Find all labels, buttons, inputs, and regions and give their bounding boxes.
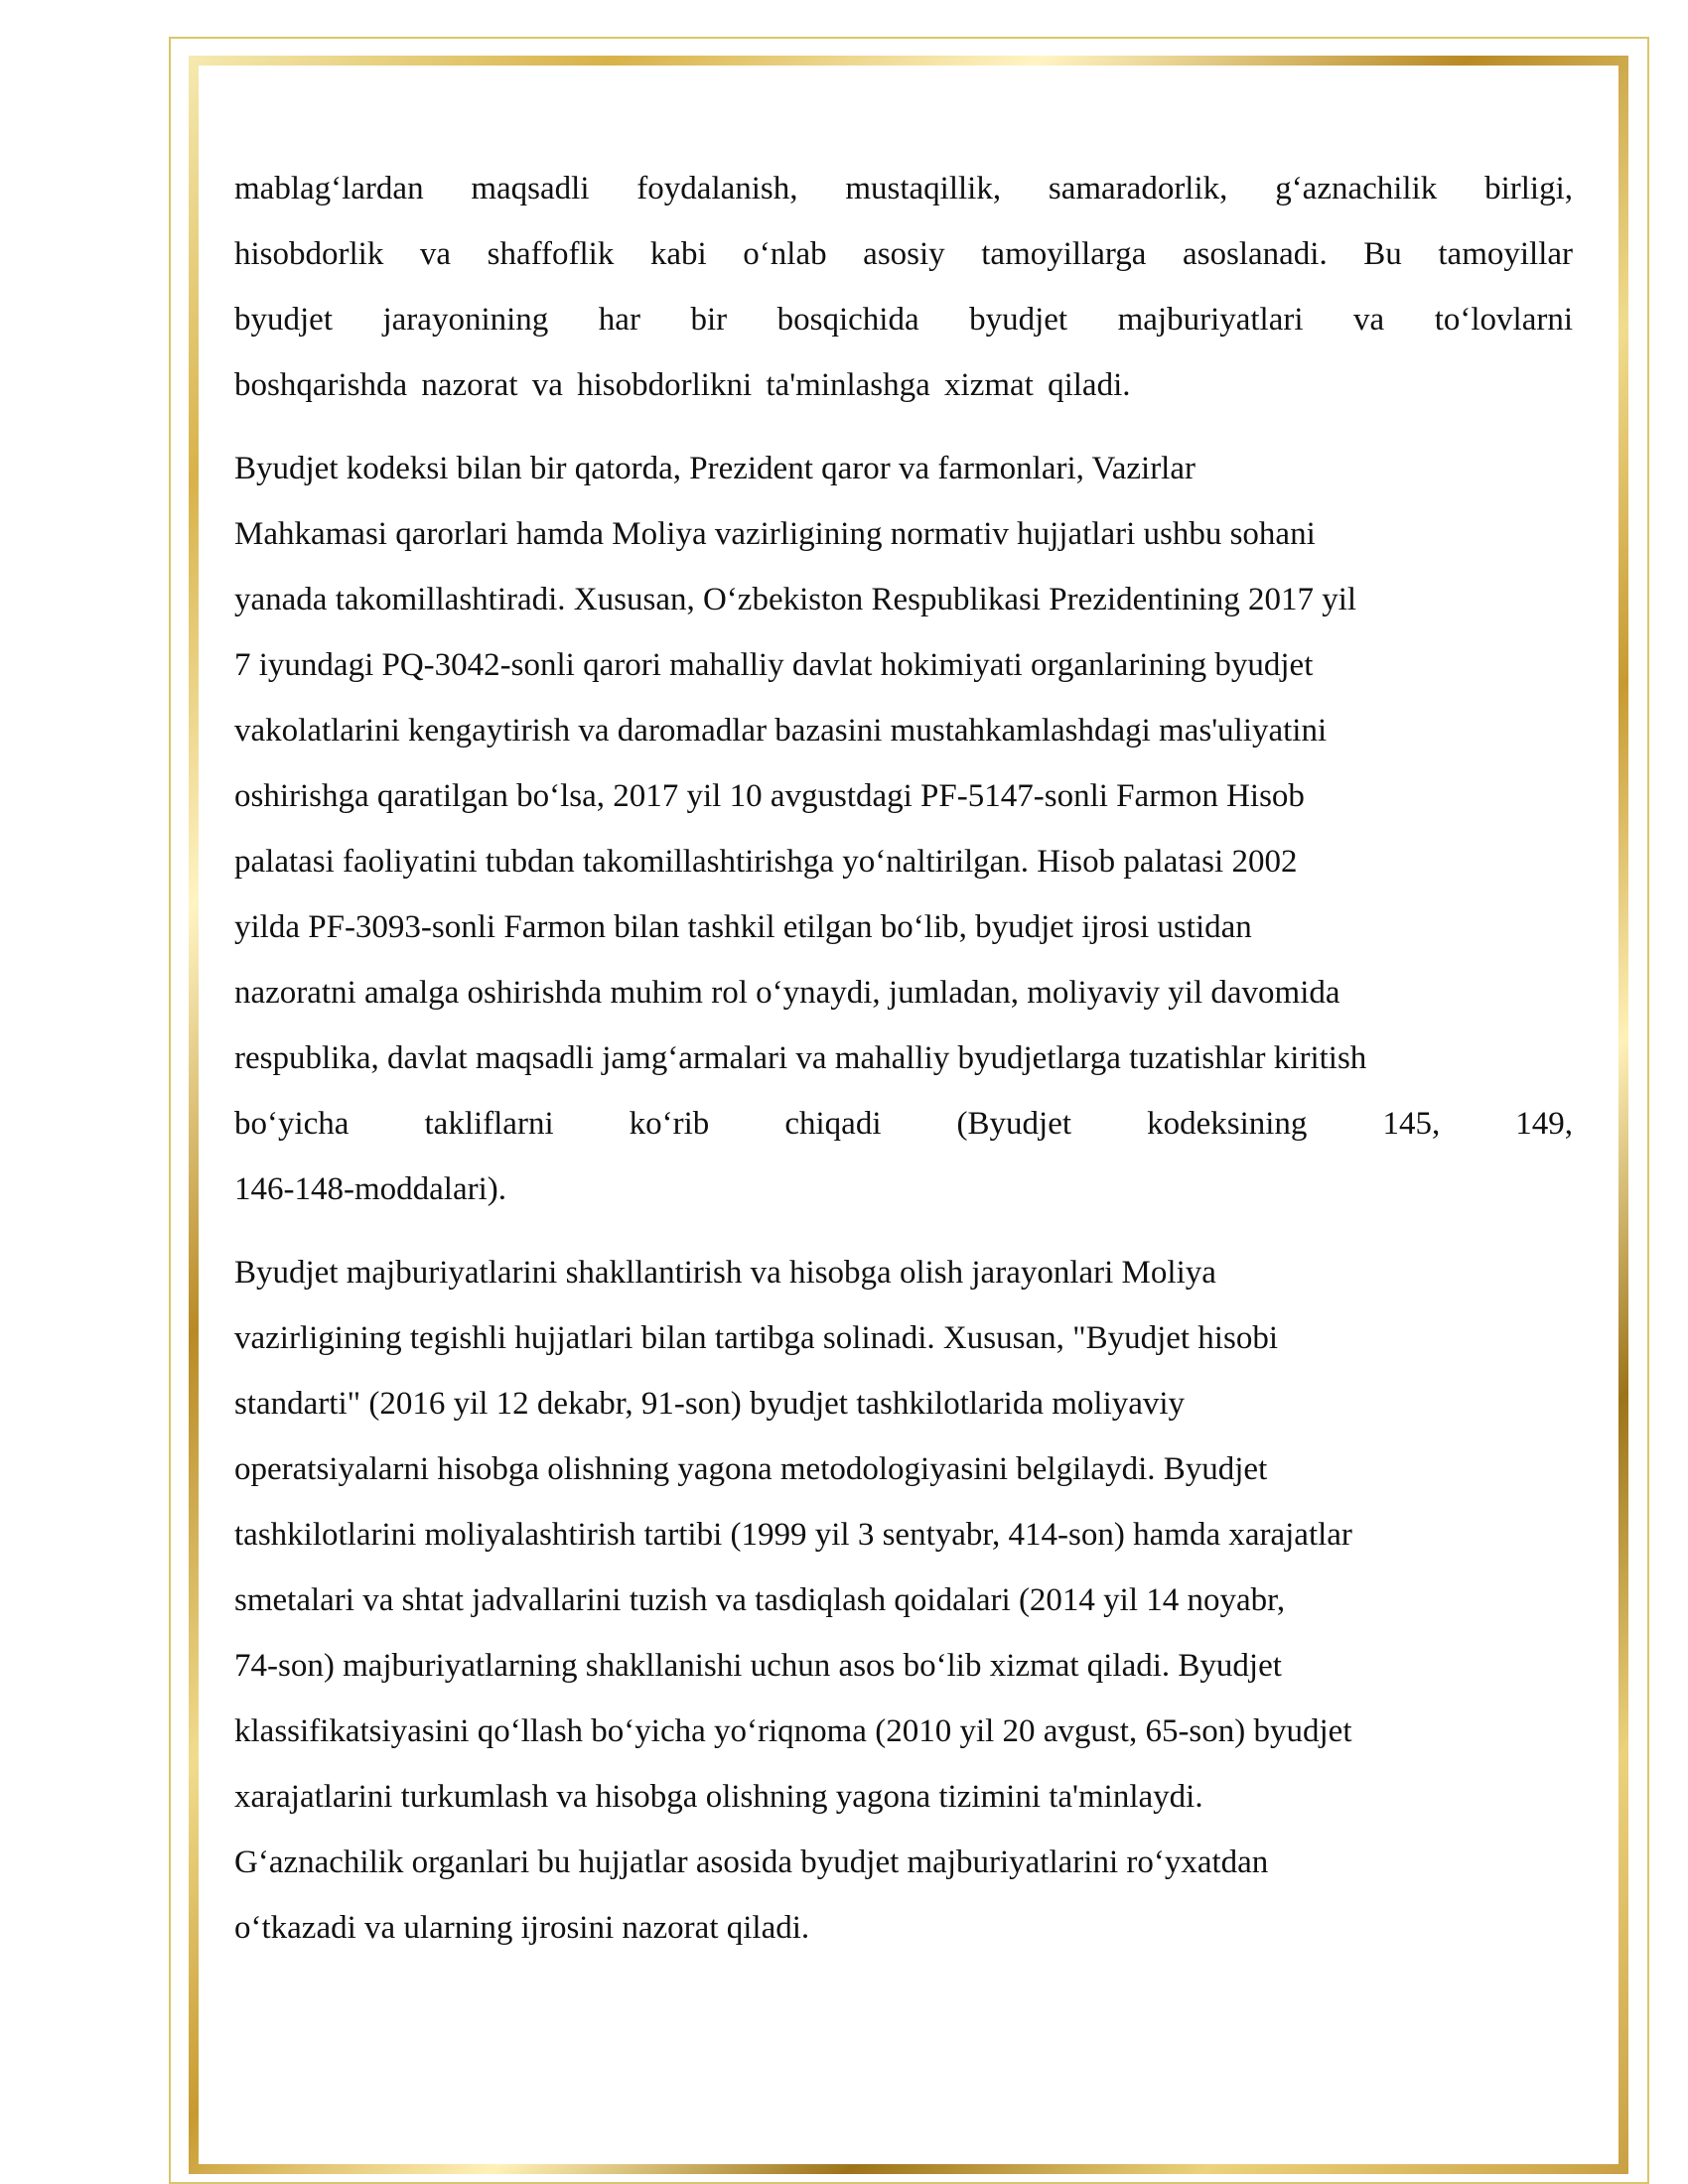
paragraph-line: oshirishga qaratilgan bo‘lsa, 2017 yil 10 avgustdagi PF-5147-sonli Farmon Hisob bbox=[234, 778, 1305, 814]
paragraph-line: G‘aznachilik organlari bu hujjatlar asosida byudjet majburiyatlarini ro‘yxatdan bbox=[234, 1844, 1269, 1880]
paragraph-line: tashkilotlarini moliyalashtirish tartibi (1999 yil 3 sentyabr, 414-son) hamda xarajatlar bbox=[234, 1517, 1352, 1553]
paragraph-line: Byudjet kodeksi bilan bir qatorda, Prezident qaror va farmonlari, Vazirlar bbox=[234, 451, 1196, 486]
paragraph-line: respublika, davlat maqsadli jamg‘armalari va mahalliy byudjetlarga tuzatishlar kiritish bbox=[234, 1040, 1367, 1076]
paragraph-line: xarajatlarini turkumlash va hisobga olishning yagona tizimini ta'minlaydi. bbox=[234, 1779, 1203, 1815]
paragraph-line: byudjet jarayonining har bir bosqichida byudjet majburiyatlari va to‘lovlarni bbox=[234, 302, 1573, 338]
paragraph-line: operatsiyalarni hisobga olishning yagona metodologiyasini belgilaydi. Byudjet bbox=[234, 1451, 1268, 1487]
paragraph-line: 7 iyundagi PQ-3042-sonli qarori mahalliy davlat hokimiyati organlarining byudjet bbox=[234, 647, 1314, 683]
paragraph-line: Byudjet majburiyatlarini shakllantirish va hisobga olish jarayonlari Moliya bbox=[234, 1255, 1216, 1291]
paragraph-line: palatasi faoliyatini tubdan takomillashtirishga yo‘naltirilgan. Hisob palatasi 2002 bbox=[234, 844, 1298, 880]
paragraph-line: 74-son) majburiyatlarning shakllanishi uchun asos bo‘lib xizmat qiladi. Byudjet bbox=[234, 1648, 1282, 1684]
paragraph-line: standarti" (2016 yil 12 dekabr, 91-son) byudjet tashkilotlarida moliyaviy bbox=[234, 1386, 1186, 1422]
paragraph-line: nazoratni amalga oshirishda muhim rol o‘ynaydi, jumladan, moliyaviy yil davomida bbox=[234, 975, 1340, 1011]
paragraph-line: vazirligining tegishli hujjatlari bilan tartibga solinadi. Xususan, "Byudjet hisobi bbox=[234, 1320, 1278, 1356]
paragraph-line: yanada takomillashtiradi. Xususan, O‘zbekiston Respublikasi Prezidentining 2017 yil bbox=[234, 582, 1357, 617]
document-content bbox=[234, 156, 1573, 1961]
paragraph-line: yilda PF-3093-sonli Farmon bilan tashkil etilgan bo‘lib, byudjet ijrosi ustidan bbox=[234, 909, 1252, 945]
paragraph-line: boshqarishda nazorat va hisobdorlikni ta'minlashga xizmat qiladi. bbox=[234, 367, 1131, 403]
paragraph-line: smetalari va shtat jadvallarini tuzish va tasdiqlash qoidalari (2014 yil 14 noyabr, bbox=[234, 1582, 1286, 1618]
paragraph-line: o‘tkazadi va ularning ijrosini nazorat qiladi. bbox=[234, 1910, 810, 1946]
paragraph-line: hisobdorlik va shaffoflik kabi o‘nlab asosiy tamoyillarga asoslanadi. Bu tamoyillar bbox=[234, 236, 1573, 272]
paragraph-1 bbox=[234, 156, 1573, 418]
paragraph-line: 146-148-moddalari). bbox=[234, 1171, 507, 1207]
paragraph-line: klassifikatsiyasini qo‘llash bo‘yicha yo‘riqnoma (2010 yil 20 avgust, 65-son) byudjet bbox=[234, 1713, 1352, 1749]
paragraph-3 bbox=[234, 1240, 1573, 1961]
paragraph-line: bo‘yicha takliflarni ko‘rib chiqadi (Byudjet kodeksining 145, 149, bbox=[234, 1106, 1573, 1142]
paragraph-line: vakolatlarini kengaytirish va daromadlar bazasini mustahkamlashdagi mas'uliyatini bbox=[234, 713, 1328, 749]
paragraph-2 bbox=[234, 436, 1573, 1222]
paragraph-line: Mahkamasi qarorlari hamda Moliya vazirligining normativ hujjatlari ushbu sohani bbox=[234, 516, 1316, 552]
paragraph-line: mablag‘lardan maqsadli foydalanish, mustaqillik, samaradorlik, g‘aznachilik birligi, bbox=[234, 171, 1573, 206]
